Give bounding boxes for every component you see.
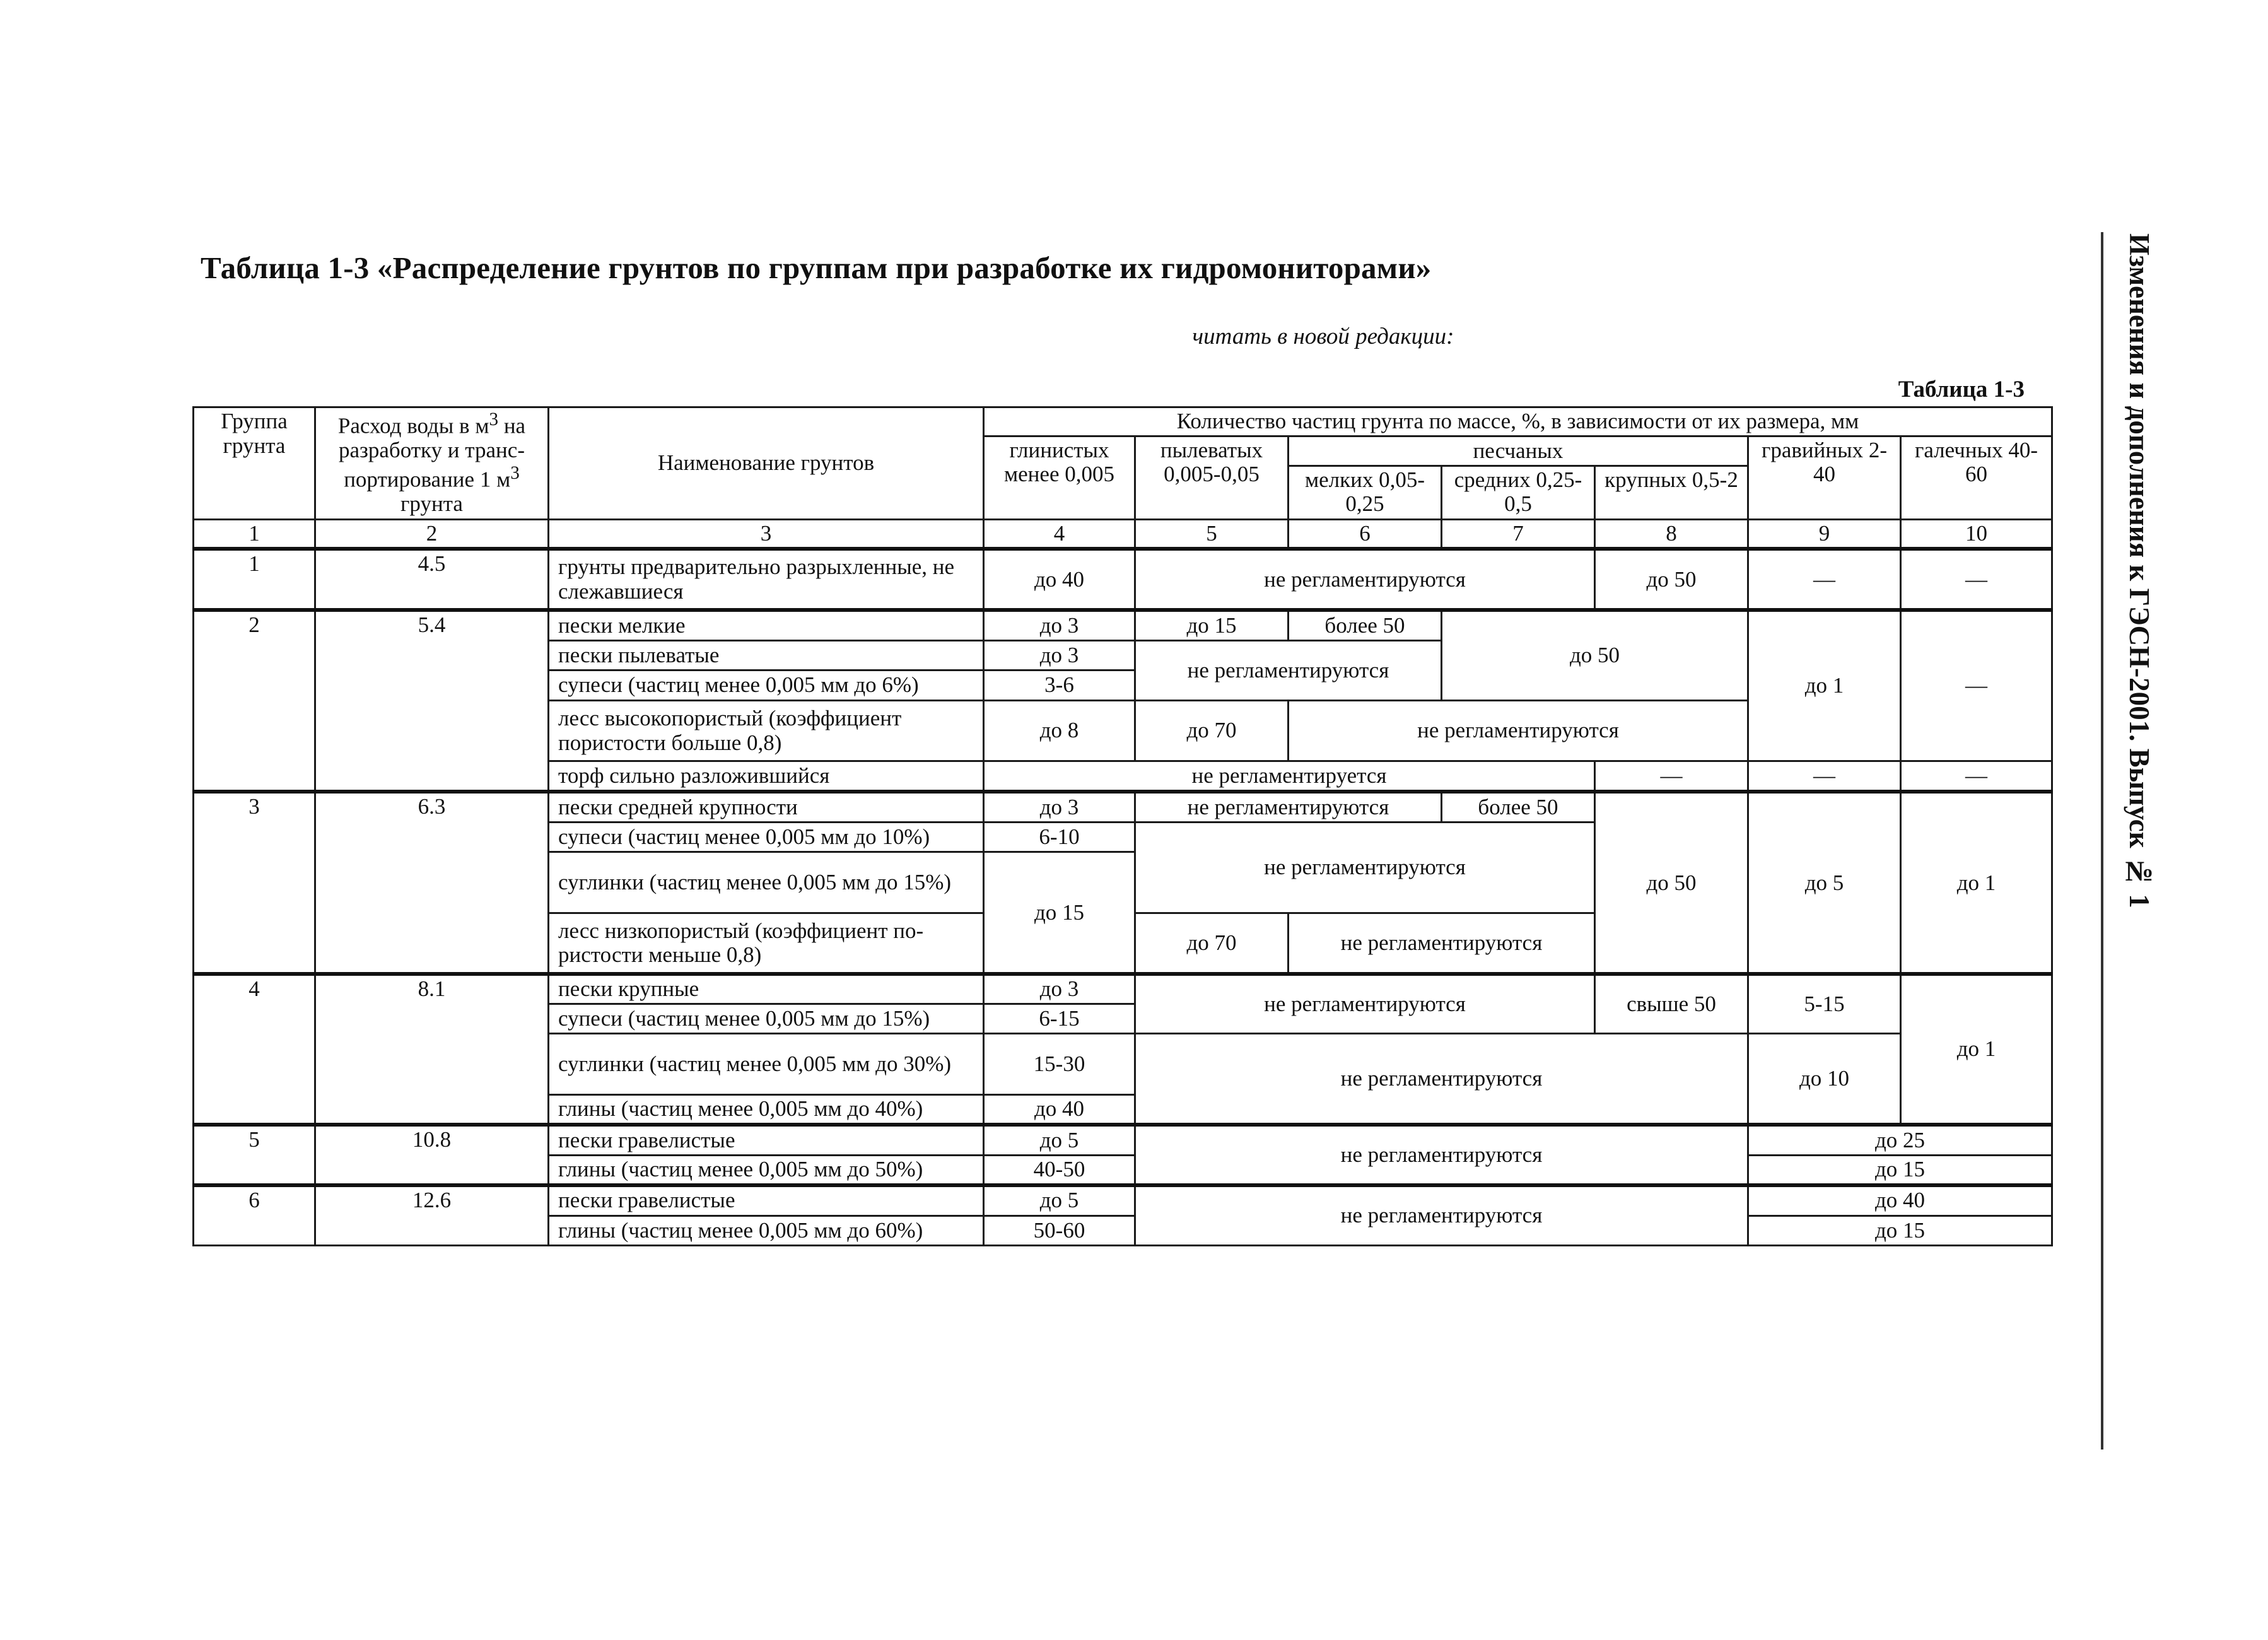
header-sand-coarse: крупных 0,5-2: [1595, 466, 1748, 519]
table-cell: до 40: [984, 1095, 1135, 1125]
table-cell: не регламентируются: [1135, 640, 1442, 700]
header-sand: песчаных: [1289, 436, 1748, 466]
water-consumption: 4.5: [315, 549, 549, 610]
table-cell: до 3: [984, 974, 1135, 1004]
soil-name: суглинки (частиц менее 0,005 мм до 30%): [549, 1034, 984, 1095]
col-number: 7: [1442, 519, 1595, 549]
table-cell: до 70: [1135, 700, 1289, 761]
group-number: 5: [194, 1125, 315, 1185]
table-cell: не регламентируются: [1135, 1185, 1748, 1246]
table-cell: до 50: [1442, 610, 1748, 700]
water-consumption: 5.4: [315, 610, 549, 792]
table-cell: 40-50: [984, 1155, 1135, 1185]
table-cell: до 3: [984, 610, 1135, 640]
table-cell: до 3: [984, 792, 1135, 822]
group-number: 1: [194, 549, 315, 610]
table-cell: не регламентируются: [1135, 549, 1595, 610]
table-cell: до 50: [1595, 549, 1748, 610]
table-cell: не регламентируются: [1289, 700, 1748, 761]
page-heading: Таблица 1-3 «Распределение грунтов по группам при разработке их гидромониторами»: [201, 250, 1432, 285]
water-consumption: 10.8: [315, 1125, 549, 1185]
soil-name: лесс низкопористый (коэффициент по-ристости меньше 0,8): [549, 913, 984, 975]
soil-name: пески гравелистые: [549, 1185, 984, 1215]
col-number: 10: [1901, 519, 2052, 549]
table-cell: до 15: [1748, 1215, 2052, 1245]
soil-name: супеси (частиц менее 0,005 мм до 15%): [549, 1004, 984, 1034]
header-name: Наименование грунтов: [549, 407, 984, 520]
table-cell: свыше 50: [1595, 974, 1748, 1034]
col-number: 5: [1135, 519, 1289, 549]
table-cell: не регламентируются: [1135, 1125, 1748, 1185]
soil-name: супеси (частиц менее 0,005 мм до 6%): [549, 671, 984, 700]
table-cell: до 1: [1748, 610, 1901, 761]
table-cell: более 50: [1442, 792, 1595, 822]
table-cell: 15-30: [984, 1034, 1135, 1095]
soil-name: глины (частиц менее 0,005 мм до 40%): [549, 1095, 984, 1125]
col-number: 9: [1748, 519, 1901, 549]
table-cell: до 15: [984, 852, 1135, 974]
col-number: 8: [1595, 519, 1748, 549]
table-cell: —: [1901, 610, 2052, 761]
soil-name: пески крупные: [549, 974, 984, 1004]
group-number: 6: [194, 1185, 315, 1246]
table-cell: до 1: [1901, 792, 2052, 974]
table-cell: до 3: [984, 640, 1135, 670]
table-cell: до 40: [984, 549, 1135, 610]
table-cell: не регламентируется: [984, 761, 1595, 792]
table-cell: не регламентируются: [1135, 792, 1442, 822]
header-pebble: галечных 40-60: [1901, 436, 2052, 519]
table-cell: до 5: [1748, 792, 1901, 974]
col-number: 4: [984, 519, 1135, 549]
table-cell: до 15: [1135, 610, 1289, 640]
table-cell: до 1: [1901, 974, 2052, 1125]
group-number: 3: [194, 792, 315, 974]
table-cell: 3-6: [984, 671, 1135, 700]
soil-name: супеси (частиц менее 0,005 мм до 10%): [549, 823, 984, 852]
col-number: 2: [315, 519, 549, 549]
water-consumption: 8.1: [315, 974, 549, 1125]
table-cell: до 25: [1748, 1125, 2052, 1155]
table-cell: до 70: [1135, 913, 1289, 975]
soil-name: торф сильно разложившийся: [549, 761, 984, 792]
header-sand-medium: средних 0,25-0,5: [1442, 466, 1595, 519]
header-sand-fine: мелких 0,05-0,25: [1289, 466, 1442, 519]
table-cell: до 40: [1748, 1185, 2052, 1215]
header-silt: пылеватых 0,005-0,05: [1135, 436, 1289, 519]
side-title: Изменения и дополнения к ГЭСН-2001. Выпуск № 1: [2124, 233, 2155, 908]
soil-name: пески средней крупности: [549, 792, 984, 822]
soil-name: пески мелкие: [549, 610, 984, 640]
header-water: Расход воды в $м^3$ на разработку и транс-портирование 1 $м^3$ грунта: [315, 407, 549, 520]
table-cell: 5-15: [1748, 974, 1901, 1034]
soil-name: грунты предварительно разрыхленные, не слежавшиеся: [549, 549, 984, 610]
table-cell: —: [1901, 549, 2052, 610]
soil-name: пески гравелистые: [549, 1125, 984, 1155]
water-consumption: 12.6: [315, 1185, 549, 1246]
table-cell: не регламентируются: [1289, 913, 1595, 975]
soil-groups-table: [192, 406, 2053, 1246]
table-cell: 50-60: [984, 1215, 1135, 1245]
group-number: 2: [194, 610, 315, 792]
soil-name: суглинки (частиц менее 0,005 мм до 15%): [549, 852, 984, 913]
soil-name: глины (частиц менее 0,005 мм до 50%): [549, 1155, 984, 1185]
table-cell: до 10: [1748, 1034, 1901, 1125]
table-cell: до 5: [984, 1185, 1135, 1215]
col-number: 3: [549, 519, 984, 549]
page-subheading: читать в новой редакции:: [1192, 324, 1454, 349]
water-consumption: 6.3: [315, 792, 549, 974]
header-particles: Количество частиц грунта по массе, %, в зависимости от их размера, мм: [984, 407, 2052, 436]
table-cell: более 50: [1289, 610, 1442, 640]
soil-name: лесс высокопористый (коэффициент пористости больше 0,8): [549, 700, 984, 761]
table-cell: до 8: [984, 700, 1135, 761]
table-cell: —: [1595, 761, 1748, 792]
table-cell: —: [1901, 761, 2052, 792]
group-number: 4: [194, 974, 315, 1125]
table-cell: 6-15: [984, 1004, 1135, 1034]
soil-name: глины (частиц менее 0,005 мм до 60%): [549, 1215, 984, 1245]
table-cell: 6-10: [984, 823, 1135, 852]
header-clay: глинистых менее 0,005: [984, 436, 1135, 519]
side-rule: [2101, 232, 2103, 1450]
col-number: 1: [194, 519, 315, 549]
col-number: 6: [1289, 519, 1442, 549]
soil-name: пески пылеватые: [549, 640, 984, 670]
table-cell: не регламентируются: [1135, 974, 1595, 1034]
table-cell: —: [1748, 549, 1901, 610]
table-caption: Таблица 1-3: [1898, 377, 2025, 402]
table-cell: до 50: [1595, 792, 1748, 974]
table-cell: до 5: [984, 1125, 1135, 1155]
header-group: Группа грунта: [194, 407, 315, 520]
table-cell: не регламентируются: [1135, 823, 1595, 913]
table-cell: —: [1748, 761, 1901, 792]
header-gravel: гравийных 2-40: [1748, 436, 1901, 519]
table-cell: не регламентируются: [1135, 1034, 1748, 1125]
table-cell: до 15: [1748, 1155, 2052, 1185]
